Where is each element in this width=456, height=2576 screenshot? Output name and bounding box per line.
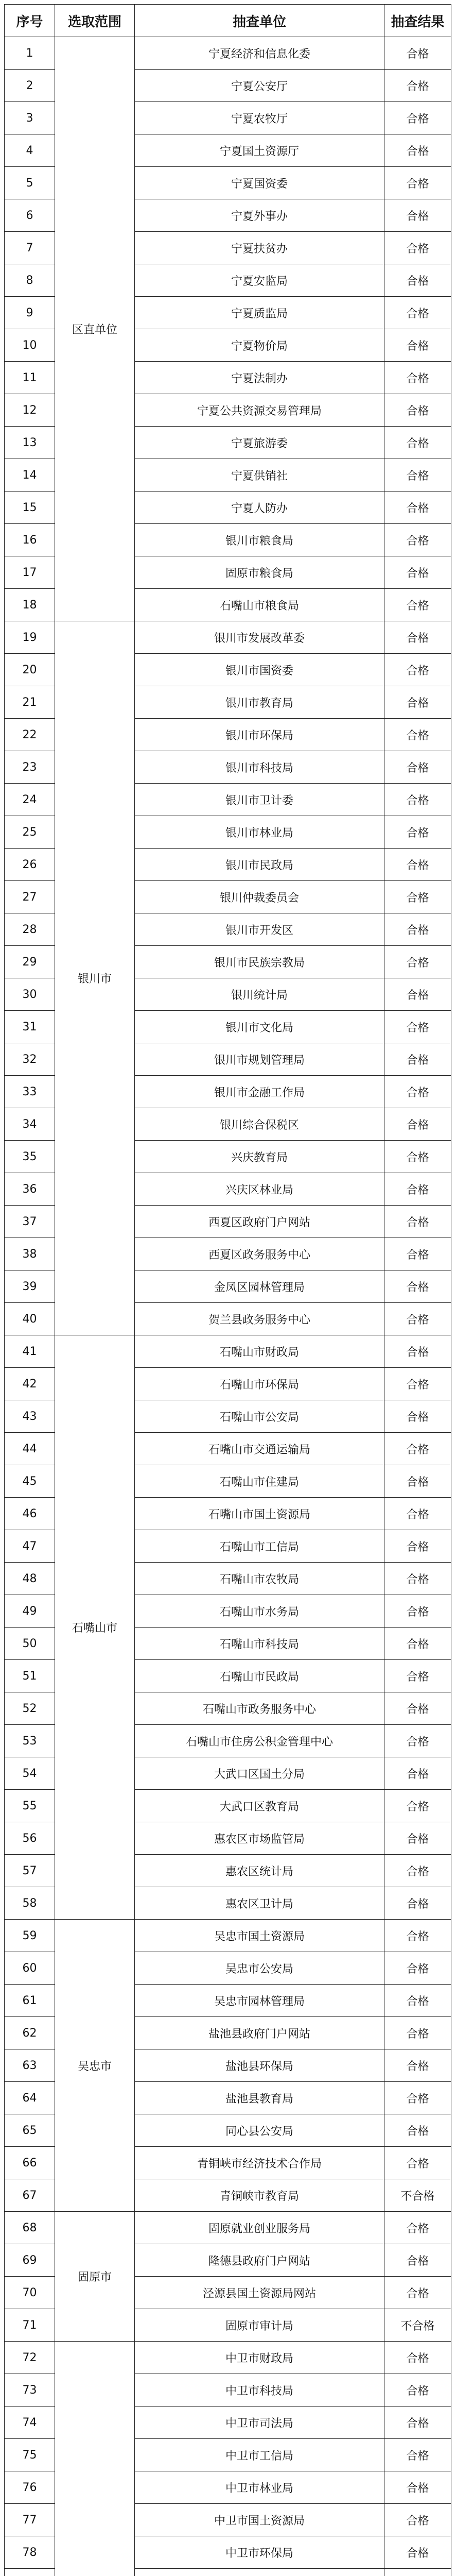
result-cell: 合格 [384,978,451,1011]
row-index: 31 [5,1011,55,1043]
result-cell: 合格 [384,2049,451,2082]
row-index: 67 [5,2179,55,2212]
row-index: 57 [5,1855,55,1887]
unit-name: 固原就业创业服务局 [135,2212,384,2244]
unit-name: 宁夏法制办 [135,362,384,394]
row-index: 54 [5,1757,55,1790]
row-index: 62 [5,2017,55,2049]
unit-name: 盐池县政府门户网站 [135,2017,384,2049]
unit-name: 银川市民政局 [135,849,384,881]
unit-name: 银川市民族宗教局 [135,946,384,978]
result-cell: 合格 [384,297,451,329]
row-index: 26 [5,849,55,881]
result-cell: 合格 [384,2212,451,2244]
unit-name: 宁夏扶贫办 [135,232,384,264]
result-cell: 合格 [384,1855,451,1887]
unit-name: 石嘴山市住房公积金管理中心 [135,1725,384,1757]
table-body [5,37,451,2576]
unit-name: 泾源县国土资源局网站 [135,2277,384,2309]
result-cell: 合格 [384,556,451,589]
unit-name: 固原市审计局 [135,2309,384,2342]
result-cell: 合格 [384,134,451,167]
row-index: 63 [5,2049,55,2082]
unit-name: 中卫市科技局 [135,2374,384,2406]
unit-name: 银川市科技局 [135,751,384,784]
unit-name: 银川市规划管理局 [135,1043,384,1076]
unit-name: 宁夏外事办 [135,199,384,232]
result-cell: 不合格 [384,2179,451,2212]
unit-name: 宁夏供销社 [135,459,384,492]
row-index: 75 [5,2439,55,2471]
row-index: 56 [5,1822,55,1855]
result-cell: 合格 [384,686,451,719]
row-index: 78 [5,2536,55,2569]
row-index: 29 [5,946,55,978]
result-cell: 合格 [384,2017,451,2049]
row-index: 34 [5,1108,55,1141]
row-index: 49 [5,1595,55,1628]
unit-name: 宁夏安监局 [135,264,384,297]
row-index: 23 [5,751,55,784]
row-index: 59 [5,1920,55,1952]
row-index: 4 [5,134,55,167]
inspection-results-table [4,4,451,2576]
row-index: 70 [5,2277,55,2309]
table-row [5,1335,451,1368]
row-index: 12 [5,394,55,427]
unit-name: 石嘴山市公安局 [135,1400,384,1433]
row-index: 52 [5,1692,55,1725]
unit-name: 银川仲裁委员会 [135,881,384,913]
unit-name: 兴庆区林业局 [135,1173,384,1206]
row-index: 44 [5,1433,55,1465]
unit-name: 青铜峡市教育局 [135,2179,384,2212]
unit-name: 中卫市林业局 [135,2471,384,2504]
row-index [5,2569,55,2576]
result-cell: 合格 [384,1692,451,1725]
result-cell: 合格 [384,2536,451,2569]
result-cell: 合格 [384,199,451,232]
unit-name: 石嘴山市国土资源局 [135,1498,384,1530]
row-index: 65 [5,2114,55,2147]
row-index: 14 [5,459,55,492]
header-unit: 抽查单位 [135,5,384,37]
row-index: 17 [5,556,55,589]
result-cell: 合格 [384,1141,451,1173]
unit-name: 中卫市环保局 [135,2536,384,2569]
unit-name: 惠农区市场监管局 [135,1822,384,1855]
scope-group-cell [55,2342,135,2576]
result-cell: 合格 [384,70,451,102]
row-index: 38 [5,1238,55,1270]
result-cell: 合格 [384,1173,451,1206]
unit-name [135,2569,384,2576]
unit-name: 西夏区政府门户网站 [135,1206,384,1238]
row-index: 46 [5,1498,55,1530]
unit-name: 银川市教育局 [135,686,384,719]
unit-name: 石嘴山市粮食局 [135,589,384,621]
unit-name: 银川市林业局 [135,816,384,849]
scope-group-cell: 区直单位 [55,37,135,621]
result-cell: 合格 [384,459,451,492]
result-cell: 合格 [384,2504,451,2536]
row-index: 39 [5,1270,55,1303]
row-index: 19 [5,621,55,654]
row-index: 45 [5,1465,55,1498]
row-index: 61 [5,1985,55,2017]
unit-name: 石嘴山市农牧局 [135,1563,384,1595]
scope-group-cell: 固原市 [55,2212,135,2342]
result-cell: 合格 [384,1920,451,1952]
unit-name: 宁夏物价局 [135,329,384,362]
unit-name: 惠农区卫计局 [135,1887,384,1920]
row-index: 50 [5,1628,55,1660]
row-index: 33 [5,1076,55,1108]
unit-name: 银川市粮食局 [135,524,384,556]
row-index: 43 [5,1400,55,1433]
result-cell: 合格 [384,1725,451,1757]
unit-name: 中卫市国土资源局 [135,2504,384,2536]
unit-name: 吴忠市公安局 [135,1952,384,1985]
result-cell: 合格 [384,1238,451,1270]
unit-name: 石嘴山市水务局 [135,1595,384,1628]
unit-name: 宁夏人防办 [135,492,384,524]
result-cell: 合格 [384,946,451,978]
row-index: 35 [5,1141,55,1173]
result-cell: 合格 [384,1270,451,1303]
row-index: 51 [5,1660,55,1692]
result-cell: 合格 [384,394,451,427]
row-index: 24 [5,784,55,816]
scope-group-cell: 吴忠市 [55,1920,135,2212]
result-cell: 合格 [384,2439,451,2471]
result-cell: 合格 [384,1043,451,1076]
result-cell: 合格 [384,232,451,264]
row-index: 71 [5,2309,55,2342]
result-cell: 合格 [384,1790,451,1822]
unit-name: 石嘴山市科技局 [135,1628,384,1660]
unit-name: 吴忠市园林管理局 [135,1985,384,2017]
result-cell: 合格 [384,1076,451,1108]
unit-name: 石嘴山市环保局 [135,1368,384,1400]
row-index: 11 [5,362,55,394]
result-cell: 合格 [384,2406,451,2439]
result-cell: 合格 [384,1498,451,1530]
result-cell: 合格 [384,654,451,686]
result-cell: 合格 [384,719,451,751]
result-cell: 合格 [384,492,451,524]
result-cell: 合格 [384,1400,451,1433]
result-cell: 合格 [384,1433,451,1465]
row-index: 66 [5,2147,55,2179]
result-cell: 合格 [384,913,451,946]
unit-name: 宁夏国资委 [135,167,384,199]
unit-name: 隆德县政府门户网站 [135,2244,384,2277]
row-index: 8 [5,264,55,297]
unit-name: 盐池县教育局 [135,2082,384,2114]
result-cell: 合格 [384,102,451,134]
unit-name: 银川市环保局 [135,719,384,751]
result-cell: 合格 [384,2277,451,2309]
result-cell: 合格 [384,2342,451,2374]
unit-name: 银川市发展改革委 [135,621,384,654]
row-index: 37 [5,1206,55,1238]
unit-name: 大武口区教育局 [135,1790,384,1822]
row-index: 1 [5,37,55,70]
result-cell: 合格 [384,1985,451,2017]
unit-name: 同心县公安局 [135,2114,384,2147]
row-index: 30 [5,978,55,1011]
row-index: 5 [5,167,55,199]
row-index: 42 [5,1368,55,1400]
unit-name: 兴庆教育局 [135,1141,384,1173]
result-cell: 合格 [384,1011,451,1043]
row-index: 32 [5,1043,55,1076]
row-index: 25 [5,816,55,849]
row-index: 21 [5,686,55,719]
row-index: 36 [5,1173,55,1206]
unit-name: 青铜峡市经济技术合作局 [135,2147,384,2179]
unit-name: 宁夏农牧厅 [135,102,384,134]
unit-name: 中卫市司法局 [135,2406,384,2439]
table-header-row [5,5,451,37]
row-index: 72 [5,2342,55,2374]
unit-name: 宁夏经济和信息化委 [135,37,384,70]
row-index: 41 [5,1335,55,1368]
row-index: 74 [5,2406,55,2439]
unit-name: 石嘴山市民政局 [135,1660,384,1692]
unit-name: 银川市金融工作局 [135,1076,384,1108]
row-index: 60 [5,1952,55,1985]
header-scope: 选取范围 [55,5,135,37]
unit-name: 金凤区园林管理局 [135,1270,384,1303]
unit-name: 宁夏公共资源交易管理局 [135,394,384,427]
row-index: 13 [5,427,55,459]
row-index: 7 [5,232,55,264]
result-cell: 合格 [384,1530,451,1563]
unit-name: 石嘴山市住建局 [135,1465,384,1498]
result-cell: 合格 [384,329,451,362]
row-index: 40 [5,1303,55,1335]
scope-group-cell: 石嘴山市 [55,1335,135,1920]
row-index: 3 [5,102,55,134]
result-cell: 合格 [384,1628,451,1660]
row-index: 20 [5,654,55,686]
result-cell: 合格 [384,589,451,621]
table-row [5,37,451,70]
unit-name: 银川市开发区 [135,913,384,946]
unit-name: 中卫市财政局 [135,2342,384,2374]
unit-name: 中卫市工信局 [135,2439,384,2471]
unit-name: 大武口区国土分局 [135,1757,384,1790]
row-index: 47 [5,1530,55,1563]
result-cell: 合格 [384,427,451,459]
unit-name: 固原市粮食局 [135,556,384,589]
result-cell: 合格 [384,1757,451,1790]
row-index: 48 [5,1563,55,1595]
result-cell: 合格 [384,2082,451,2114]
result-cell: 合格 [384,2114,451,2147]
result-cell: 合格 [384,37,451,70]
row-index: 10 [5,329,55,362]
row-index: 22 [5,719,55,751]
result-cell: 合格 [384,1368,451,1400]
result-cell: 合格 [384,1303,451,1335]
result-cell: 合格 [384,1660,451,1692]
unit-name: 银川市文化局 [135,1011,384,1043]
unit-name: 宁夏国土资源厅 [135,134,384,167]
result-cell: 合格 [384,1563,451,1595]
result-cell: 合格 [384,1206,451,1238]
result-cell: 合格 [384,524,451,556]
unit-name: 银川市国资委 [135,654,384,686]
row-index: 27 [5,881,55,913]
row-index: 77 [5,2504,55,2536]
row-index: 2 [5,70,55,102]
unit-name: 银川市卫计委 [135,784,384,816]
result-cell: 合格 [384,881,451,913]
table-row [5,2212,451,2244]
result-cell [384,2569,451,2576]
scope-group-cell: 银川市 [55,621,135,1335]
result-cell: 合格 [384,2147,451,2179]
row-index: 58 [5,1887,55,1920]
result-cell: 合格 [384,1952,451,1985]
result-cell: 合格 [384,2244,451,2277]
unit-name: 石嘴山市财政局 [135,1335,384,1368]
result-cell: 合格 [384,2471,451,2504]
row-index: 68 [5,2212,55,2244]
result-cell: 合格 [384,264,451,297]
row-index: 15 [5,492,55,524]
unit-name: 盐池县环保局 [135,2049,384,2082]
unit-name: 惠农区统计局 [135,1855,384,1887]
unit-name: 宁夏质监局 [135,297,384,329]
row-index: 53 [5,1725,55,1757]
table-row [5,1920,451,1952]
row-index: 55 [5,1790,55,1822]
result-cell: 合格 [384,816,451,849]
unit-name: 西夏区政务服务中心 [135,1238,384,1270]
unit-name: 吴忠市国土资源局 [135,1920,384,1952]
unit-name: 银川综合保税区 [135,1108,384,1141]
result-cell: 合格 [384,1595,451,1628]
unit-name: 宁夏旅游委 [135,427,384,459]
row-index: 76 [5,2471,55,2504]
row-index: 9 [5,297,55,329]
result-cell: 合格 [384,1887,451,1920]
table-row [5,2342,451,2374]
result-cell: 合格 [384,362,451,394]
table-row [5,621,451,654]
unit-name: 银川统计局 [135,978,384,1011]
result-cell: 合格 [384,167,451,199]
result-cell: 合格 [384,1335,451,1368]
unit-name: 贺兰县政务服务中心 [135,1303,384,1335]
unit-name: 石嘴山市政务服务中心 [135,1692,384,1725]
result-cell: 合格 [384,621,451,654]
result-cell: 合格 [384,1108,451,1141]
header-result: 抽查结果 [384,5,451,37]
header-index: 序号 [5,5,55,37]
result-cell: 合格 [384,1465,451,1498]
result-cell: 合格 [384,1822,451,1855]
row-index: 28 [5,913,55,946]
result-cell: 合格 [384,849,451,881]
result-cell: 不合格 [384,2309,451,2342]
result-cell: 合格 [384,2374,451,2406]
unit-name: 石嘴山市交通运输局 [135,1433,384,1465]
row-index: 6 [5,199,55,232]
row-index: 18 [5,589,55,621]
row-index: 69 [5,2244,55,2277]
row-index: 73 [5,2374,55,2406]
unit-name: 宁夏公安厅 [135,70,384,102]
unit-name: 石嘴山市工信局 [135,1530,384,1563]
row-index: 16 [5,524,55,556]
result-cell: 合格 [384,784,451,816]
row-index: 64 [5,2082,55,2114]
result-cell: 合格 [384,751,451,784]
